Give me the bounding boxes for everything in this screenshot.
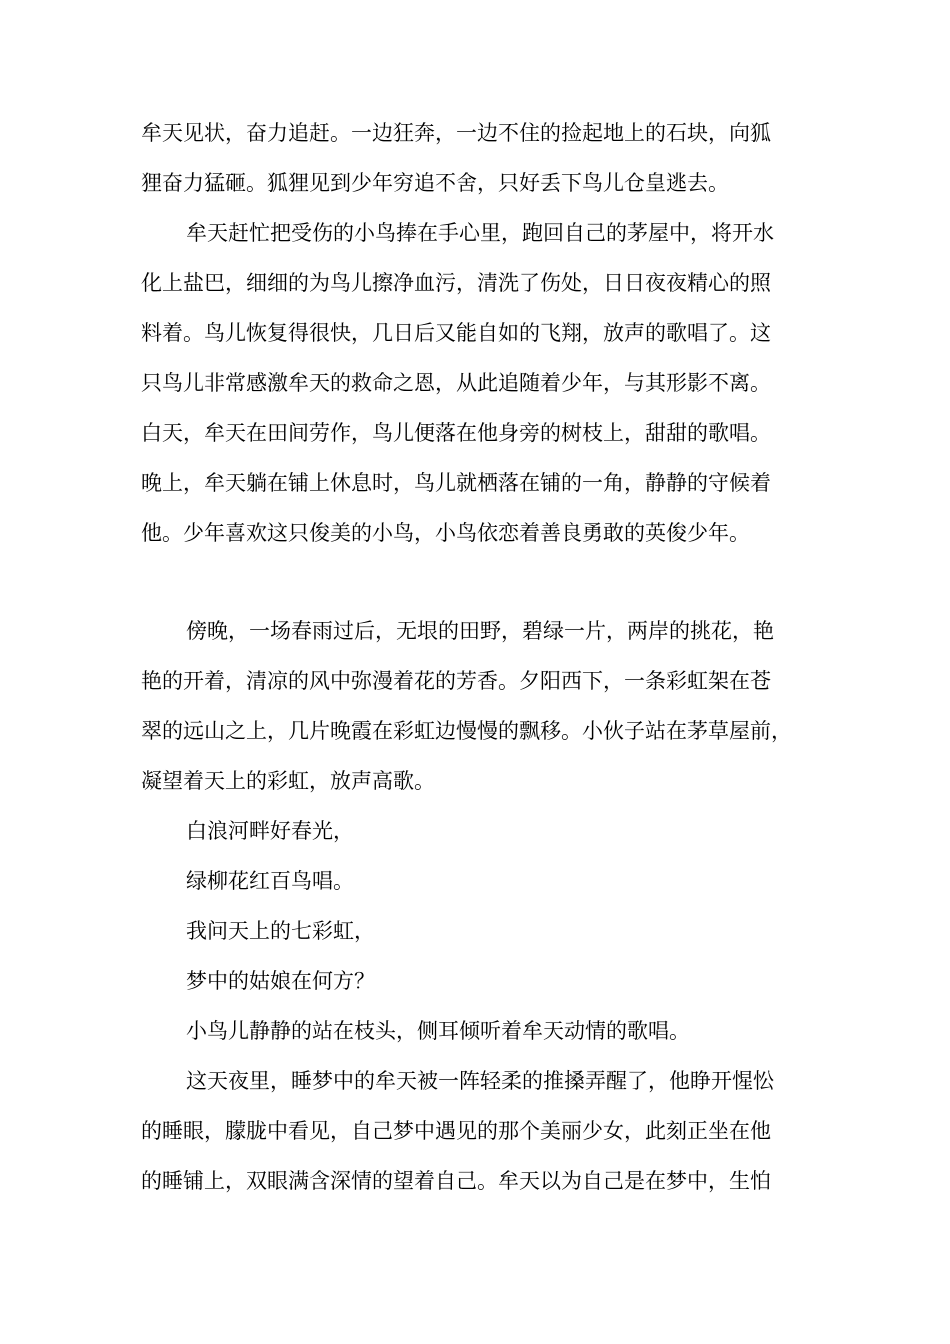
text-line: 晚上，牟天躺在铺上休息时，鸟儿就栖落在铺的一角，静静的守候着: [141, 471, 771, 495]
text-line: 只鸟儿非常感激牟天的救命之恩，从此追随着少年，与其形影不离。: [141, 371, 771, 395]
text-line: 牟天赶忙把受伤的小鸟捧在手心里，跑回自己的茅屋中，将开水: [186, 221, 774, 245]
text-line: 化上盐巴，细细的为鸟儿擦净血污，清洗了伤处，日日夜夜精心的照: [141, 271, 771, 295]
text-line: 料着。鸟儿恢复得很快，几日后又能自如的飞翔，放声的歌唱了。这: [141, 321, 771, 345]
poem-line: 绿柳花红百鸟唱。: [186, 869, 354, 893]
text-line: 这天夜里，睡梦中的牟天被一阵轻柔的推搡弄醒了，他睁开惺忪: [186, 1069, 774, 1093]
text-line: 狸奋力猛砸。狐狸见到少年穷追不舍，只好丢下鸟儿仓皇逃去。: [141, 171, 729, 195]
text-line: 傍晚，一场春雨过后，无垠的田野，碧绿一片，两岸的挑花，艳: [186, 619, 774, 643]
text-line: 艳的开着，清凉的风中弥漫着花的芳香。夕阳西下，一条彩虹架在苍: [141, 669, 771, 693]
poem-line: 白浪河畔好春光，: [186, 819, 354, 843]
text-line: 他。少年喜欢这只俊美的小鸟，小鸟依恋着善良勇敢的英俊少年。: [141, 521, 750, 545]
text-line: 牟天见状，奋力追赶。一边狂奔，一边不住的捡起地上的石块，向狐: [141, 121, 771, 145]
text-block-bottom: [141, 606, 826, 1206]
text-line: 的睡铺上，双眼满含深情的望着自己。牟天以为自己是在梦中，生怕: [141, 1169, 771, 1193]
text-block-top: [141, 108, 826, 558]
text-line: 凝望着天上的彩虹，放声高歌。: [141, 769, 435, 793]
poem-line: 我问天上的七彩虹，: [186, 919, 375, 943]
text-line: 翠的远山之上，几片晚霞在彩虹边慢慢的飘移。小伙子站在茅草屋前，: [141, 719, 792, 743]
text-line: 的睡眼，朦胧中看见，自己梦中遇见的那个美丽少女，此刻正坐在他: [141, 1119, 771, 1143]
text-line: 白天，牟天在田间劳作，鸟儿便落在他身旁的树枝上，甜甜的歌唱。: [141, 421, 771, 445]
poem-line: 梦中的姑娘在何方？: [186, 969, 375, 993]
text-line: 小鸟儿静静的站在枝头，侧耳倾听着牟天动情的歌唱。: [186, 1019, 690, 1043]
